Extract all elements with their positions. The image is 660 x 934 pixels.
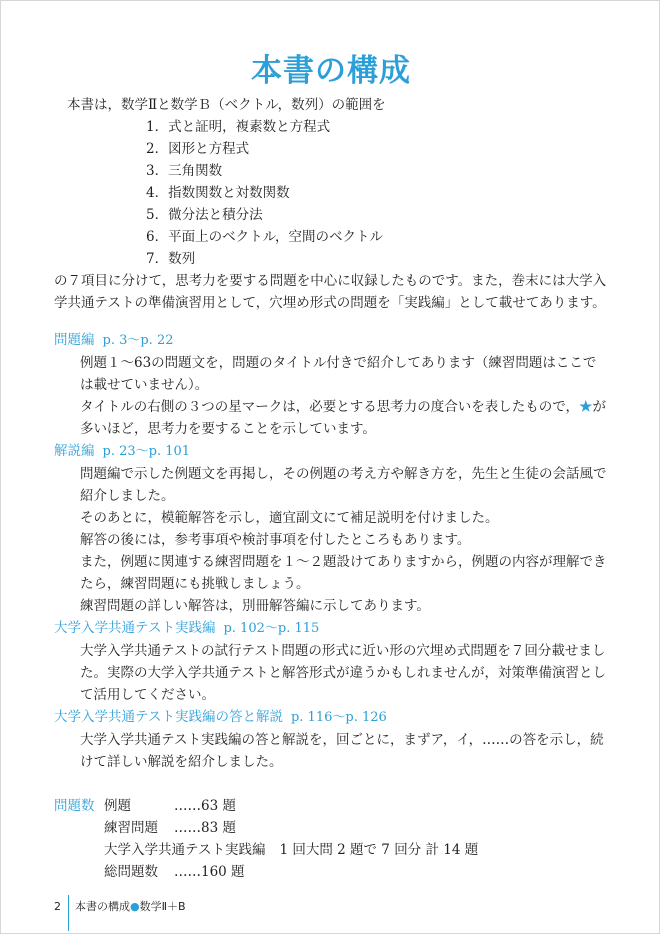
section-label: 大学入学共通テスト実践編 [54,620,216,636]
intro-lead: 本書は，数学Ⅱと数学Ｂ（ベクトル，数列）の範囲を [67,97,386,113]
section-body [54,463,609,617]
page-footer [54,888,186,924]
running-title: 本書の構成 [75,900,130,913]
problem-counts [54,795,609,883]
section-mondai [54,329,609,440]
section-pages: p. 102〜p. 115 [223,621,320,636]
count-row [54,817,609,839]
count-name: 総問題数 [104,864,158,880]
section-label: 大学入学共通テスト実践編の答と解説 [54,709,283,725]
subject-label: 数学Ⅱ＋B [139,900,186,913]
star-icon: ★ [578,399,593,415]
chapter-item: 6．平面上のベクトル，空間のベクトル [146,229,384,245]
section-paragraph: 問題編で示した例題文を再掲し，その例題の考え方や解き方を，先生と生徒の会話風で紹介しました。 [80,466,607,504]
section-heading [54,706,609,729]
count-value: 1 回大問 2 題で 7 回分 計 14 題 [279,842,479,858]
section-jissen [54,617,609,706]
section-paragraph [80,396,609,440]
section-body [54,352,609,440]
section-body [54,640,609,706]
chapter-item: 7．数列 [146,251,196,267]
count-row [54,839,609,861]
section-heading [54,617,609,640]
count-name: 例題 [104,798,131,814]
count-row [54,795,609,817]
chapter-item: 3．三角関数 [146,163,223,179]
page-title: 本書の構成 [251,53,411,89]
chapter-item: 1．式と証明，複素数と方程式 [146,119,331,135]
chapter-list [54,116,609,270]
section-kaisetsu [54,440,609,617]
section-paragraph: 大学入学共通テスト実践編の答と解説を，回ごとに，まずア，イ，……の答を示し，続けて詳しい解説を紹介しました。 [80,732,604,770]
section-pages: p. 116〜p. 126 [290,710,387,725]
section-paragraph: 大学入学共通テストの試行テスト問題の形式に近い形の穴埋め式問題を７回分載せました。実際の大学入学共通テストと解答形式が違うかもしれませんが，対策準備演習として活用してください。 [80,643,606,703]
section-label: 問題編 [54,332,95,348]
section-heading [54,440,609,463]
section-label: 解説編 [54,443,95,459]
section-paragraph: 解答の後には，参考事項や検討事項を付したところもあります。 [80,532,471,548]
section-paragraph: 練習問題の詳しい解答は，別冊解答編に示してあります。 [80,598,430,614]
count-name: 大学入学共通テスト実践編 [104,842,266,858]
section-jissen-answers [54,706,609,773]
section-paragraph: そのあとに，模範解答を示し，適宜副文にて補足説明を付けました。 [80,510,499,526]
count-value: ……83 題 [174,820,236,836]
section-pages: p. 23〜p. 101 [102,444,191,459]
section-heading [54,329,609,352]
star-paragraph-tail: が多いほど，思考力を要することを示しています。 [80,399,606,437]
star-paragraph-text: タイトルの右側の３つの星マークは，必要とする思考力の度合いを表したもので， [80,399,579,415]
chapter-item: 2．図形と方程式 [146,141,250,157]
intro-closing: の７項目に分けて，思考力を要する問題を中心に収録したものです。また，巻末には大学入学共通テストの準備演習用として，穴埋め形式の問題を「実践編」として載せてあります。 [54,273,607,311]
bullet-icon: ● [130,899,140,913]
count-value: ……160 題 [174,864,245,880]
section-paragraph: また，例題に関連する練習問題を１〜２題設けてありますから，例題の内容が理解できたら，練習問題にも挑戦しましょう。 [80,554,607,592]
section-paragraph: 例題１〜63の問題文を，問題のタイトル付きで紹介してあります（練習問題はここでは載せていません）。 [80,355,597,393]
count-name: 練習問題 [104,820,158,836]
section-pages: p. 3〜p. 22 [102,333,174,348]
chapter-item: 5．微分法と積分法 [146,207,263,223]
footer-rule [68,895,69,931]
page-number: 2 [54,899,61,913]
section-body [54,729,609,773]
counts-label: 問題数 [54,798,95,814]
count-row [54,861,609,883]
count-value: ……63 題 [174,798,236,814]
chapter-item: 4．指数関数と対数関数 [146,185,290,201]
content [54,94,609,883]
